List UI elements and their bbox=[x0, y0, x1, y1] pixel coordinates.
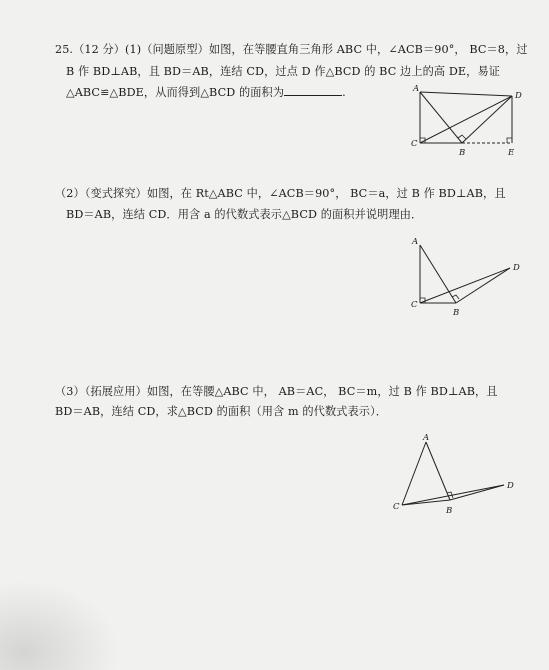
part1-line3-text: △ABC≌△BDE，从而得到△BCD 的面积为 bbox=[66, 86, 285, 99]
part1-line3: △ABC≌△BDE，从而得到△BCD 的面积为 . bbox=[66, 86, 346, 99]
fig3-label-A: A bbox=[423, 433, 430, 443]
paper-smudge bbox=[0, 580, 120, 670]
part2-line1: （2）（变式探究）如图，在 Rt△ABC 中，∠ACB＝90°， BC＝a，过 B 作 BD⊥AB，且 bbox=[55, 187, 506, 200]
fig1-label-E: E bbox=[508, 148, 515, 158]
part3-line1: （3）（拓展应用）如图，在等腰△ABC 中， AB＝AC， BC＝m，过 B 作 BD⊥AB，且 bbox=[55, 385, 498, 398]
fig3-label-B: B bbox=[446, 506, 453, 516]
fig1-label-A: A bbox=[413, 84, 420, 94]
fig1-label-D: D bbox=[515, 91, 522, 101]
fig2-label-D: D bbox=[513, 263, 520, 273]
fig3-label-D: D bbox=[507, 481, 514, 491]
fig1-label-C: C bbox=[411, 139, 418, 149]
figure-2 bbox=[400, 235, 540, 320]
fig1-label-B: B bbox=[459, 148, 466, 158]
part1-line1: 25.（12 分）(1)（问题原型）如图，在等腰直角三角形 ABC 中，∠ACB＝90°， BC＝8，过 bbox=[55, 43, 528, 56]
figure-3 bbox=[390, 430, 530, 520]
part3-line2: BD＝AB，连结 CD，求△BCD 的面积（用含 m 的代数式表示）． bbox=[55, 405, 388, 418]
fig2-label-B: B bbox=[453, 308, 460, 318]
fig2-label-C: C bbox=[411, 300, 418, 310]
fig3-label-C: C bbox=[393, 502, 400, 512]
figure-1 bbox=[400, 80, 540, 160]
part2-line2: BD＝AB，连结 CD．用含 a 的代数式表示△BCD 的面积并说明理由． bbox=[66, 208, 423, 221]
part1-line2: B 作 BD⊥AB，且 BD＝AB，连结 CD，过点 D 作△BCD 的 BC 边上的高 DE，易证 bbox=[66, 65, 501, 78]
fig2-label-A: A bbox=[412, 237, 419, 247]
answer-blank bbox=[284, 86, 342, 96]
